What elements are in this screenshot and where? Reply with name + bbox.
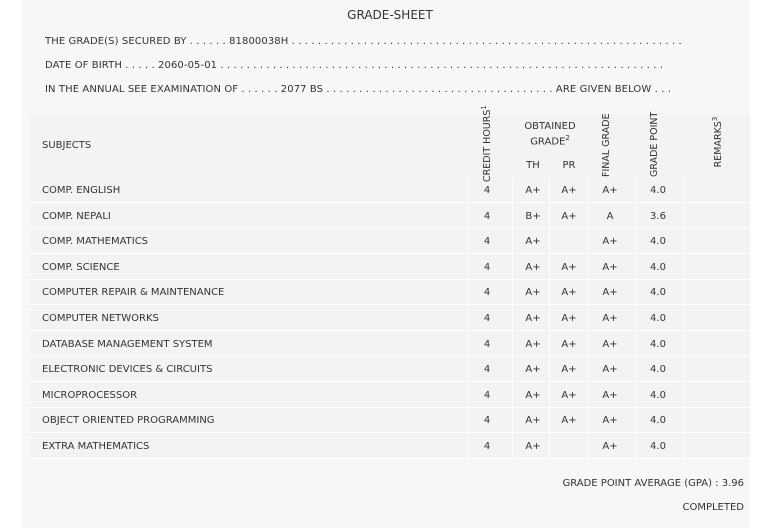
table-row [30, 280, 750, 305]
pr-grade-cell: A+ [561, 210, 577, 222]
th-grade-cell: B+ [525, 210, 541, 222]
final-grade-cell: A [606, 210, 614, 222]
table-row [30, 332, 750, 357]
credit-footnote: 1 [480, 105, 488, 110]
subject-cell: ELECTRONIC DEVICES & CIRCUITS [42, 364, 213, 376]
subject-cell: EXTRA MATHEMATICS [42, 441, 150, 452]
final-grade-cell: A+ [602, 313, 618, 324]
header-obtained: OBTAINED [524, 121, 576, 132]
subject-cell: COMP. MATHEMATICS [42, 236, 149, 248]
subject-cell: OBJECT ORIENTED PROGRAMMING [42, 415, 215, 427]
header-remarks [710, 107, 725, 177]
credit-hours-cell: 4 [483, 415, 491, 427]
pr-grade-cell: A+ [561, 261, 577, 273]
credit-hours-cell: 4 [483, 287, 491, 299]
credit-hours-cell: 4 [483, 364, 491, 376]
th-grade-cell: A+ [525, 313, 541, 324]
th-grade-cell: A+ [525, 441, 541, 452]
info-student: THE GRADE(S) SECURED BY . . . . . . 81800038H . . . . . . . . . . . . . . . . . . . . . . . . . . . . . . . . . . . . . . . . . . . . . . . . . . . . . . . . . . . . [45, 36, 682, 47]
grade-footnote: 2 [565, 134, 570, 142]
table-row [30, 255, 750, 280]
credit-hours-cell: 4 [483, 185, 491, 196]
gpa-summary: GRADE POINT AVERAGE (GPA) : 3.96 [562, 478, 744, 489]
final-grade-cell: A+ [602, 261, 618, 273]
credit-hours-cell: 4 [483, 236, 491, 248]
pr-grade-cell: A+ [561, 185, 577, 196]
final-grade-cell: A+ [602, 185, 618, 196]
subject-cell: COMP. NEPALI [42, 210, 111, 222]
subject-cell: COMPUTER NETWORKS [42, 313, 159, 324]
table-row [30, 434, 750, 459]
subject-cell: MICROPROCESSOR [42, 389, 138, 401]
th-grade-cell: A+ [525, 236, 541, 248]
table-row [30, 178, 750, 203]
th-grade-cell: A+ [525, 261, 541, 273]
th-grade-cell: A+ [525, 389, 541, 401]
credit-hours-cell: 4 [483, 261, 491, 273]
grade-point-cell: 4.0 [650, 364, 666, 376]
header-th: TH [526, 160, 540, 171]
header-grade-point: GRADE POINT [649, 111, 660, 177]
pr-grade-cell: A+ [561, 389, 577, 401]
status-text: COMPLETED [682, 502, 744, 513]
header-final-grade: FINAL GRADE [601, 113, 612, 177]
table-row [30, 357, 750, 382]
pr-grade-cell: A+ [561, 287, 577, 299]
grade-point-cell: 4.0 [650, 236, 666, 248]
pr-grade-cell: A+ [561, 364, 577, 376]
info-dob: DATE OF BIRTH . . . . . 2060-05-01 . . . . . . . . . . . . . . . . . . . . . . . . . . . . . . . . . . . . . . . . . . . . . . . . . . . . . . . . . . . . . . . . . . . . [45, 60, 664, 71]
header-grade [512, 134, 588, 147]
subject-cell: COMP. ENGLISH [42, 185, 121, 196]
table-row [30, 204, 750, 229]
grade-point-cell: 4.0 [650, 389, 666, 401]
page-title: GRADE-SHEET [347, 8, 433, 22]
credit-hours-cell: 4 [483, 338, 491, 350]
header-grade-label: GRADE [530, 136, 566, 148]
final-grade-cell: A+ [602, 287, 618, 299]
info-exam: IN THE ANNUAL SEE EXAMINATION OF . . . . . . 2077 BS . . . . . . . . . . . . . . . . . . . . . . . . . . . . . . . . . . . ARE GIVEN BELOW . . . [45, 84, 672, 95]
header-credit-hours [479, 105, 499, 182]
final-grade-cell: A+ [602, 415, 618, 427]
table-row [30, 306, 750, 331]
final-grade-cell: A+ [602, 364, 618, 376]
subject-cell: COMPUTER REPAIR & MAINTENANCE [42, 287, 225, 299]
credit-hours-cell: 4 [483, 441, 491, 452]
credit-hours-cell: 4 [483, 389, 491, 401]
grade-point-cell: 4.0 [650, 261, 666, 273]
final-grade-cell: A+ [602, 236, 618, 248]
credit-hours-cell: 4 [483, 210, 491, 222]
remarks-footnote: 3 [711, 116, 719, 122]
table-row [30, 408, 750, 433]
header-credit-hours-label: CREDIT HOURS [482, 109, 494, 182]
grade-point-cell: 4.0 [650, 415, 666, 427]
grade-point-cell: 4.0 [650, 338, 666, 350]
pr-grade-cell: A+ [561, 338, 577, 350]
final-grade-cell: A+ [602, 338, 618, 350]
header-subjects: SUBJECTS [42, 140, 92, 151]
th-grade-cell: A+ [525, 185, 541, 196]
final-grade-cell: A+ [602, 441, 618, 452]
table-row [30, 383, 750, 408]
grade-point-cell: 4.0 [650, 441, 666, 452]
pr-grade-cell: A+ [561, 415, 577, 427]
grade-point-cell: 4.0 [650, 185, 666, 196]
credit-hours-cell: 4 [483, 313, 491, 324]
grade-point-cell: 4.0 [650, 313, 666, 324]
subject-cell: COMP. SCIENCE [42, 261, 120, 273]
header-pr: PR [562, 160, 576, 171]
th-grade-cell: A+ [525, 338, 541, 350]
th-grade-cell: A+ [525, 364, 541, 376]
pr-grade-cell: A+ [561, 313, 577, 324]
table-row [30, 229, 750, 254]
subject-cell: DATABASE MANAGEMENT SYSTEM [42, 338, 213, 350]
final-grade-cell: A+ [602, 389, 618, 401]
grade-point-cell: 3.6 [650, 210, 666, 222]
grade-point-cell: 4.0 [650, 287, 666, 299]
header-remarks-label: REMARKS [713, 121, 725, 168]
th-grade-cell: A+ [525, 287, 541, 299]
th-grade-cell: A+ [525, 415, 541, 427]
